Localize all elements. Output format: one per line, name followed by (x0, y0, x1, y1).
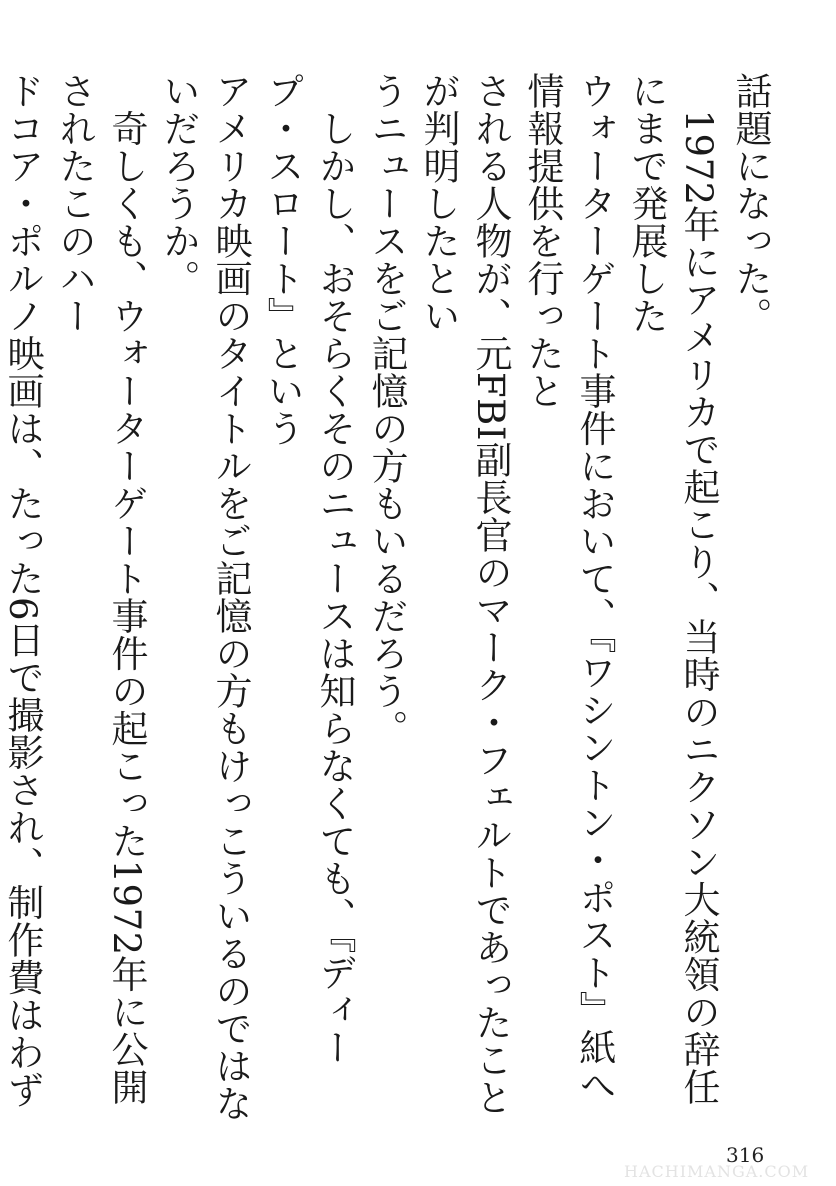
paragraph-2: 1972年にアメリカで起こり、当時のニクソン大統領の辞任にまで発展した ウォーターゲート事件において、『ワシントン・ポスト』紙へ情報提供を行ったと される人物が、元FBI副長官のマーク・フェルトであったことが判明したとい うニュースをご記憶の方もいるだろう。 (365, 72, 720, 1116)
watermark: HACHIMANGA.COM (624, 1162, 810, 1181)
paragraph-1: 話題になった。 (729, 72, 772, 335)
page-number: 316 (726, 1143, 765, 1167)
vertical-text-block (1, 72, 776, 1127)
paragraph-3: しかし、おそらくそのニュースは知らなくても、『ディープ・スロート』という アメリカ映画のタイトルをご記憶の方もけっこういるのではないだろうか。 (157, 72, 356, 1122)
paragraph-4: 奇しくも、ウォーターゲート事件の起こった1972年に公開されたこのハー ドコア・ポルノ映画は、たった6日で撮影され、制作費はわず (1, 72, 148, 1109)
